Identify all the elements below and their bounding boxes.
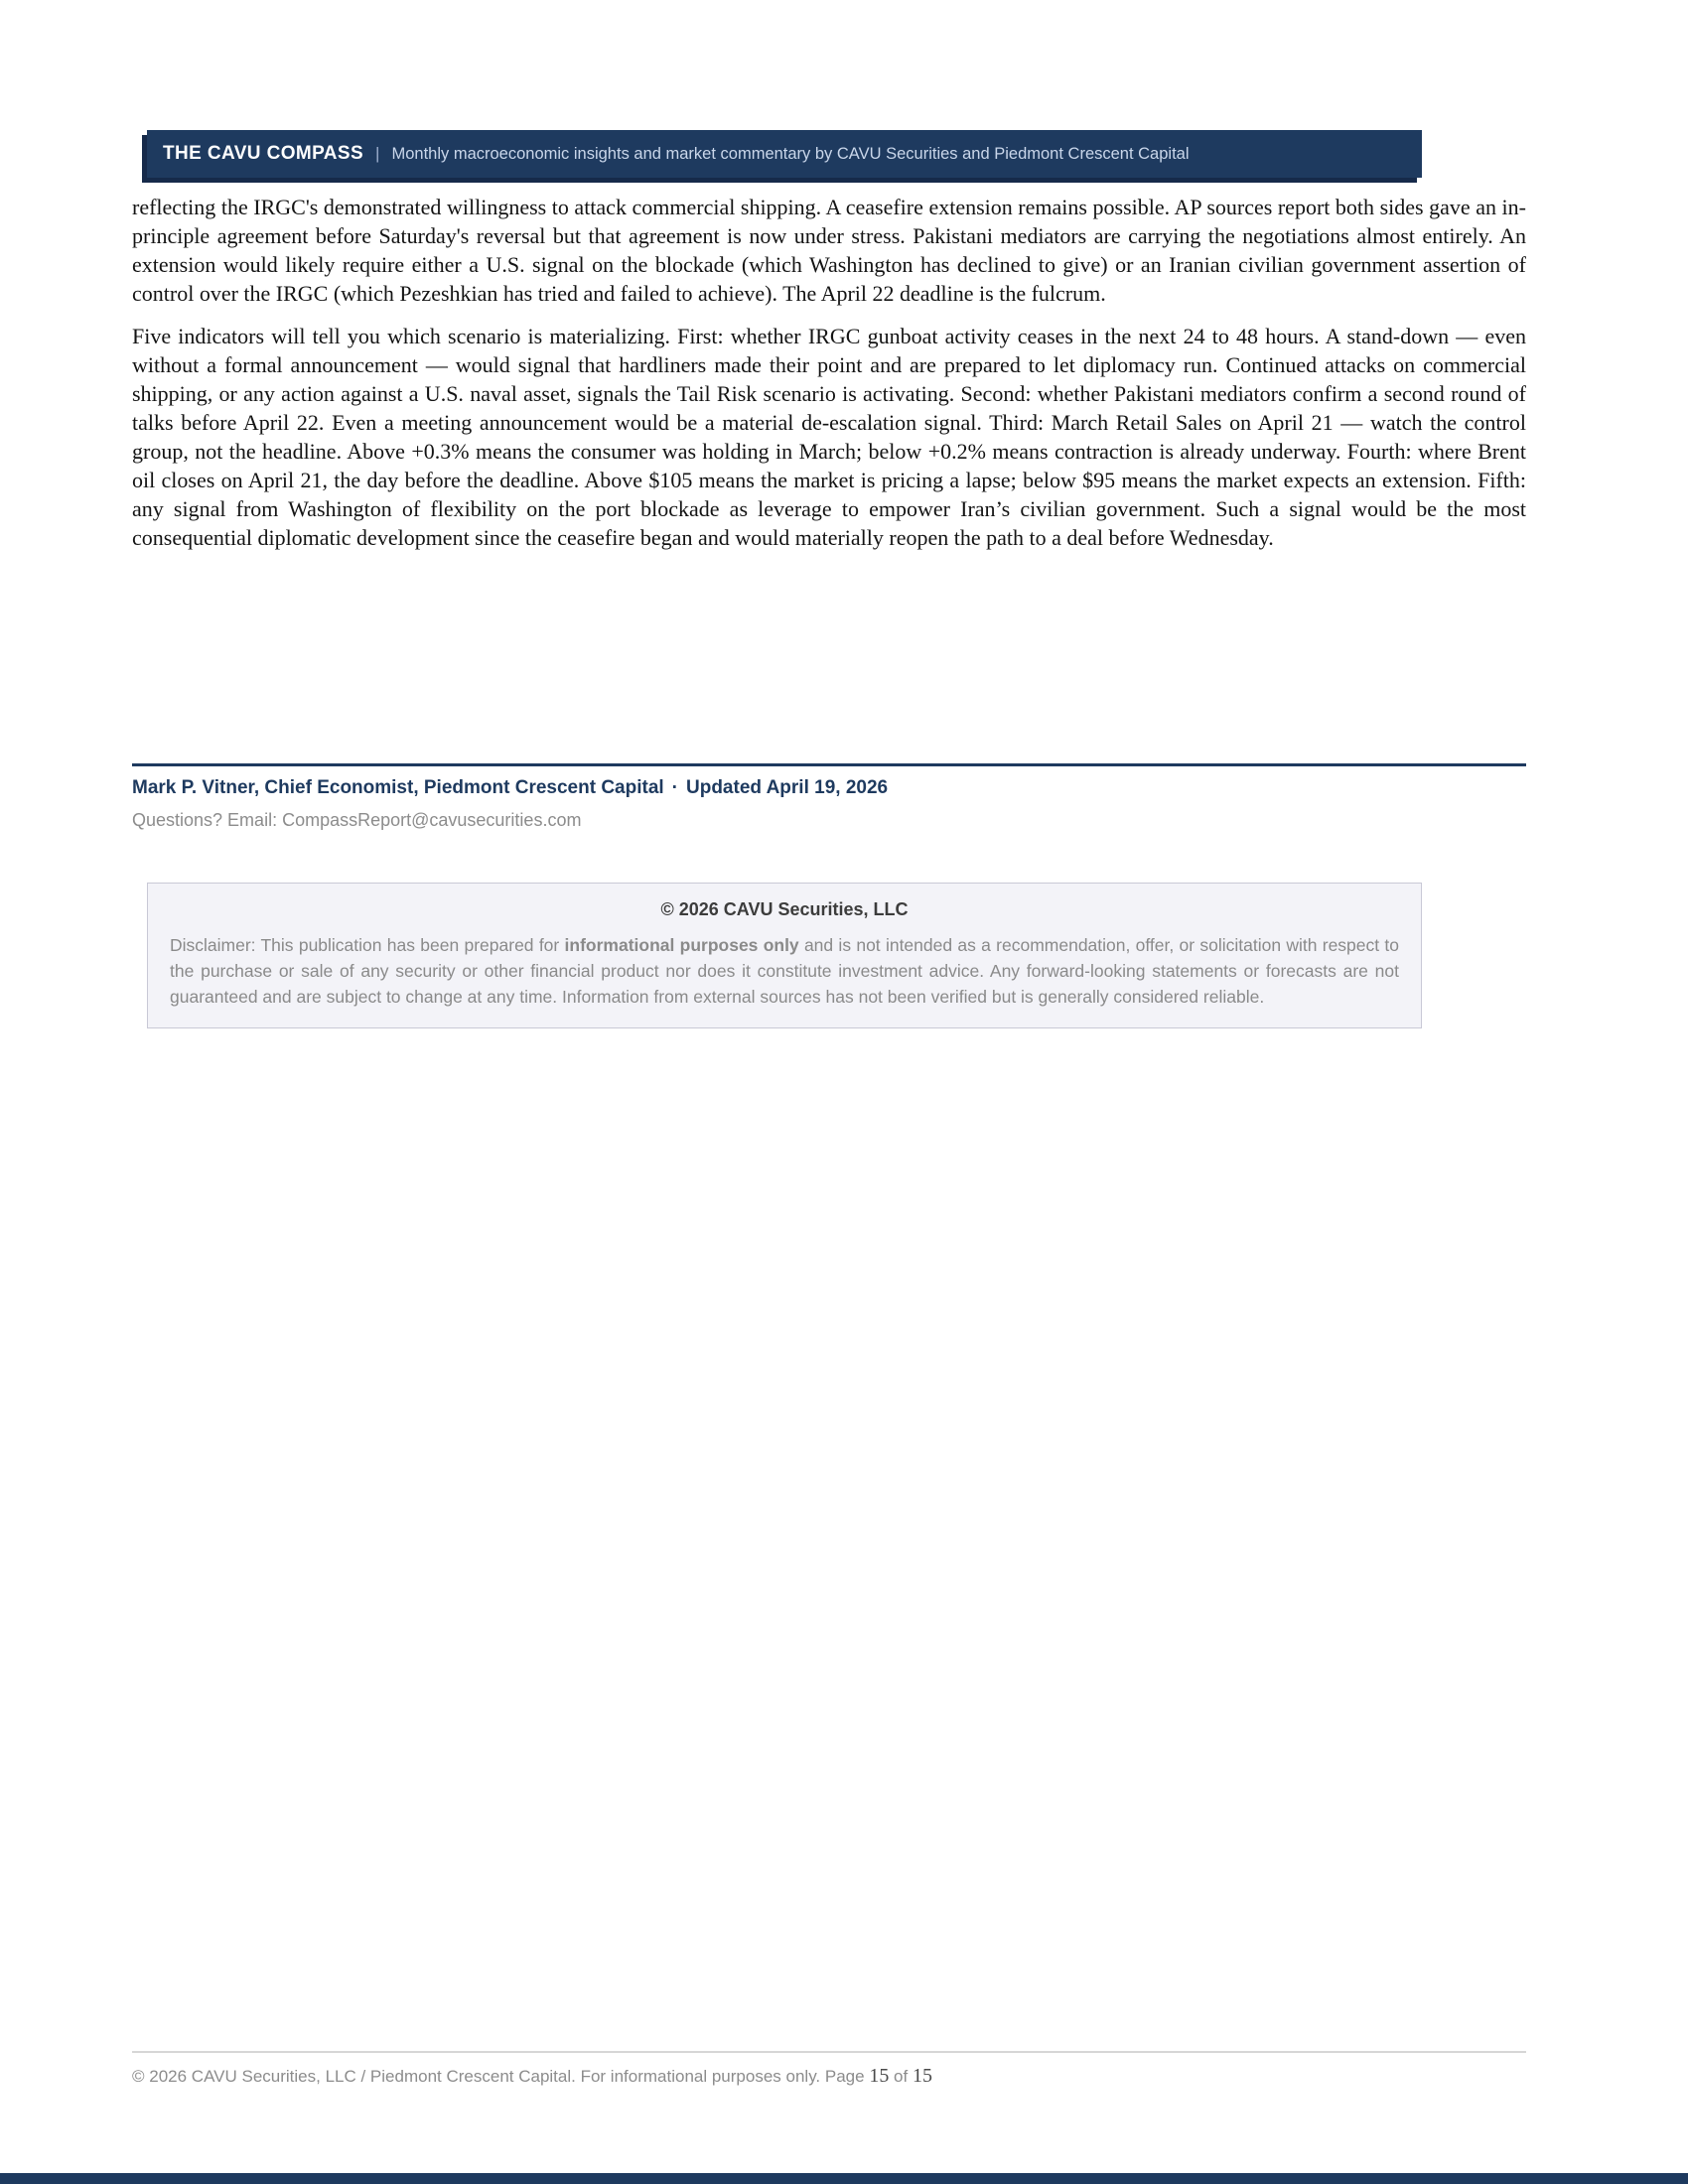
article-paragraph-1: reflecting the IRGC's demonstrated willingness to attack commercial shipping. A ceasefire extension remains possible. AP sources report both sides gave an in-principle agreement before Saturday's reversal but that agreement is now under stress. Pakistani mediators are carrying the negotiations almost entirely. An extension would likely require either a U.S. signal on the blockade (which Washington has declined to give) or an Iranian civilian government assertion of control over the IRGC (which Pezeshkian has tried and failed to achieve). The April 22 deadline is the fulcrum. (132, 195, 1526, 306)
footer-divider (132, 2051, 1526, 2053)
footer-line (132, 2065, 1526, 2088)
disclaimer-box (147, 883, 1422, 1028)
author-credit: Mark P. Vitner, Chief Economist, Piedmont Crescent Capital (132, 777, 664, 798)
byline-separator-dot: · (671, 777, 678, 798)
newsletter-title: THE CAVU COMPASS (163, 143, 364, 164)
disclaimer-text-lead: Disclaimer: This publication has been prepared for (170, 935, 565, 955)
page-number-current: 15 (869, 2065, 890, 2087)
disclaimer-copyright-title: © 2026 CAVU Securities, LLC (660, 899, 909, 919)
page-number-total: 15 (912, 2065, 932, 2087)
bottom-accent-bar (0, 2173, 1688, 2184)
contact-email-line: Questions? Email: CompassReport@cavusecurities.com (132, 810, 582, 830)
disclaimer-bold-phrase: informational purposes only (564, 935, 799, 955)
article-paragraph-2: Five indicators will tell you which scenario is materializing. First: whether IRGC gunboat activity ceases in the next 24 to 48 hours. A stand-down — even without a formal announcement — would signal that hardliners made their point and are prepared to let diplomacy run. Continued attacks on commercial shipping, or any action against a U.S. naval asset, signals the Tail Risk scenario is activating. Second: whether Pakistani mediators confirm a second round of talks before April 22. Even a meeting announcement would be a material de-escalation signal. Third: March Retail Sales on April 21 — watch the control group, not the headline. Above +0.3% means the consumer was holding in March; below +0.2% means contraction is already underway. Fourth: where Brent oil closes on April 21, the day before the deadline. Above $105 means the market is pricing a lapse; below $95 means the market expects an extension. Fifth: any signal from Washington of flexibility on the port blockade as leverage to empower Iran’s civilian government. Such a signal would be the most consequential diplomatic development since the ceasefire began and would materially reopen the path to a deal before Wednesday. (132, 324, 1526, 550)
disclaimer-text-rest: and is not intended as a recommendation, offer, or solicitation with respect to the purchase or sale of any security or other financial product nor does it constitute investment advice. Any forward-looking statements or forecasts are not guaranteed and are subject to change at any time. Information from external sources has not been verified but is generally considered reliable. (170, 935, 1399, 1007)
byline (132, 777, 1526, 799)
newsletter-tagline: Monthly macroeconomic insights and market commentary by CAVU Securities and Piedmont Crescent Capital (391, 144, 1190, 163)
disclaimer-text (170, 932, 1399, 1010)
newsletter-header-banner (147, 130, 1422, 178)
footer-of-text: of (889, 2067, 913, 2086)
header-separator: | (375, 144, 380, 163)
byline-divider (132, 763, 1526, 766)
updated-date: Updated April 19, 2026 (686, 777, 889, 798)
article-body (132, 193, 1526, 566)
footer-copyright-text: © 2026 CAVU Securities, LLC / Piedmont Crescent Capital. For informational purposes only. Page (132, 2067, 870, 2086)
